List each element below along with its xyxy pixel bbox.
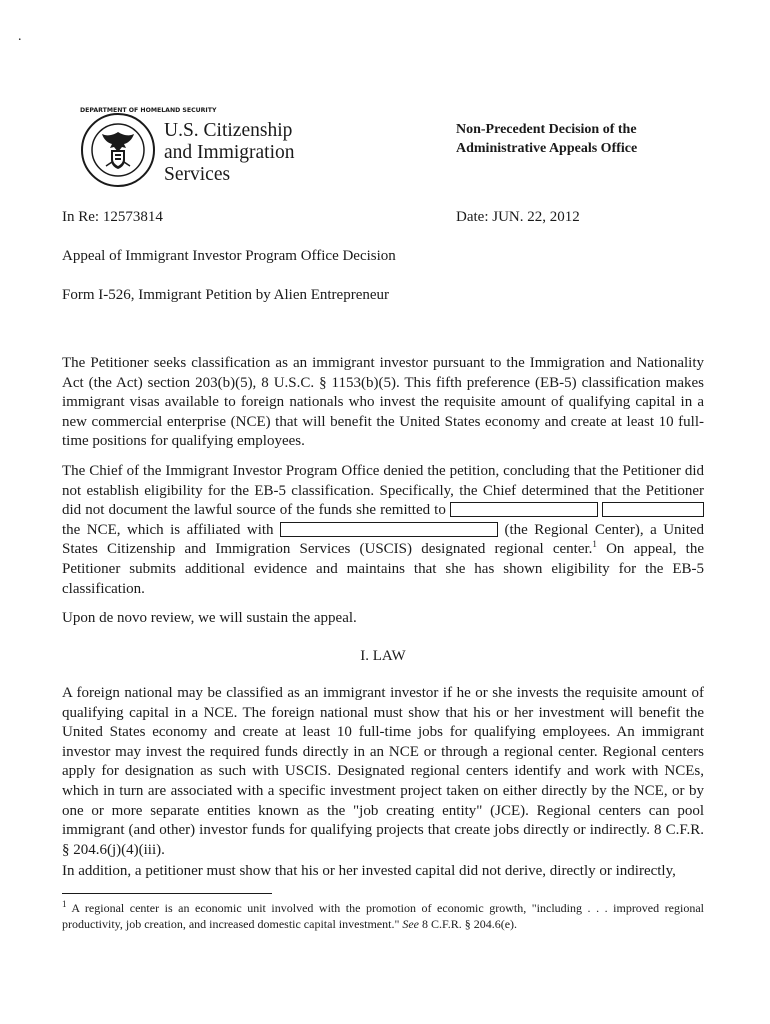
footnote-number: 1 bbox=[62, 899, 67, 909]
agency-line-2: and Immigration bbox=[164, 142, 295, 163]
regional-center-text: (the Regional Center), a United States Citizenship and Immigration Services (USCIS) designated regional center. bbox=[62, 521, 705, 558]
appeal-subject: Appeal of Immigrant Investor Program Office Decision bbox=[62, 248, 396, 264]
agency-name bbox=[164, 120, 364, 186]
redacted-nce-name bbox=[450, 502, 598, 517]
paragraph-lawful-source: In addition, a petitioner must show that his or her invested capital did not derive, directly or indirectly, bbox=[62, 863, 676, 879]
decision-line-1: Non-Precedent Decision of the bbox=[456, 122, 637, 137]
decision-date: Date: JUN. 22, 2012 bbox=[456, 209, 580, 225]
appeal-evidence-text: On appeal, the Petitioner submits additional evidence and maintains that she has shown eligibility for the EB-5 classification. bbox=[62, 541, 704, 597]
seal-ring-text: DEPARTMENT OF HOMELAND SECURITY bbox=[80, 107, 217, 114]
case-reference: In Re: 12573814 bbox=[62, 209, 163, 225]
redacted-nce-name-continued bbox=[602, 502, 704, 517]
footnote-1 bbox=[62, 900, 704, 932]
agency-line-3: Services bbox=[164, 164, 231, 185]
footnote-citation: 8 C.F.R. § 204.6(e). bbox=[422, 917, 518, 931]
redacted-regional-center-name bbox=[280, 522, 498, 537]
paragraph-law: A foreign national may be classified as an immigrant investor if he or she invests the requisite amount of qualifying capital in a NCE. The foreign national must show that his or her investment will benefit the United States economy and create at least 10 full-time jobs for qualifying employees. An immigrant investor may invest the required funds directly in an NCE or through a regional center. Regional centers apply for designation as such with USCIS. Designated regional centers identify and work with NCEs, which in turn are associated with a specific investment project taken on either directly by the NCE, or by one or more separate entities known as the "job creating entity" (JCE). Regional centers can pool immigrant (and other) investor funds for qualifying projects that create jobs directly or indirectly. 8 C.F.R. § 204.6(j)(4)(iii). bbox=[62, 685, 704, 858]
footnote-see: See bbox=[402, 917, 420, 931]
decision-line-2: Administrative Appeals Office bbox=[456, 141, 638, 156]
scan-speck: . bbox=[18, 29, 22, 44]
footnote-text: A regional center is an economic unit involved with the promotion of economic growth, "including . . . improved regional productivity, job creation, and increased domestic capital investment." bbox=[62, 901, 704, 931]
paragraph-review-outcome: Upon de novo review, we will sustain the appeal. bbox=[62, 610, 357, 626]
form-subject: Form I-526, Immigrant Petition by Alien Entrepreneur bbox=[62, 287, 390, 303]
decision-type-header bbox=[456, 120, 676, 158]
section-heading-law: I. LAW bbox=[360, 648, 406, 664]
nce-affiliation-text: the NCE, which is affiliated with bbox=[62, 521, 274, 538]
paragraph-denial-and-appeal bbox=[62, 462, 704, 599]
footnote-ref-1: 1 bbox=[592, 539, 597, 550]
denial-text: The Chief of the Immigrant Investor Program Office denied the petition, concluding that the Petitioner did not establish eligibility for the EB-5 classification. Specifically, the Chief determined that the Petitioner did not document the lawful source of the funds she remitted to bbox=[62, 463, 704, 519]
agency-line-1: U.S. Citizenship bbox=[164, 120, 293, 141]
paragraph-petitioner-classification: The Petitioner seeks classification as an immigrant investor pursuant to the Immigration and Nationality Act (the Act) section 203(b)(5), 8 U.S.C. § 1153(b)(5). This fifth preference (EB-5) classification makes immigrant visas available to foreign nationals who invest the requisite amount of qualifying capital in a new commercial enterprise (NCE) that will benefit the United States economy and create at least 10 full-time positions for qualifying employees. bbox=[62, 355, 704, 450]
footnote-divider bbox=[62, 893, 272, 894]
